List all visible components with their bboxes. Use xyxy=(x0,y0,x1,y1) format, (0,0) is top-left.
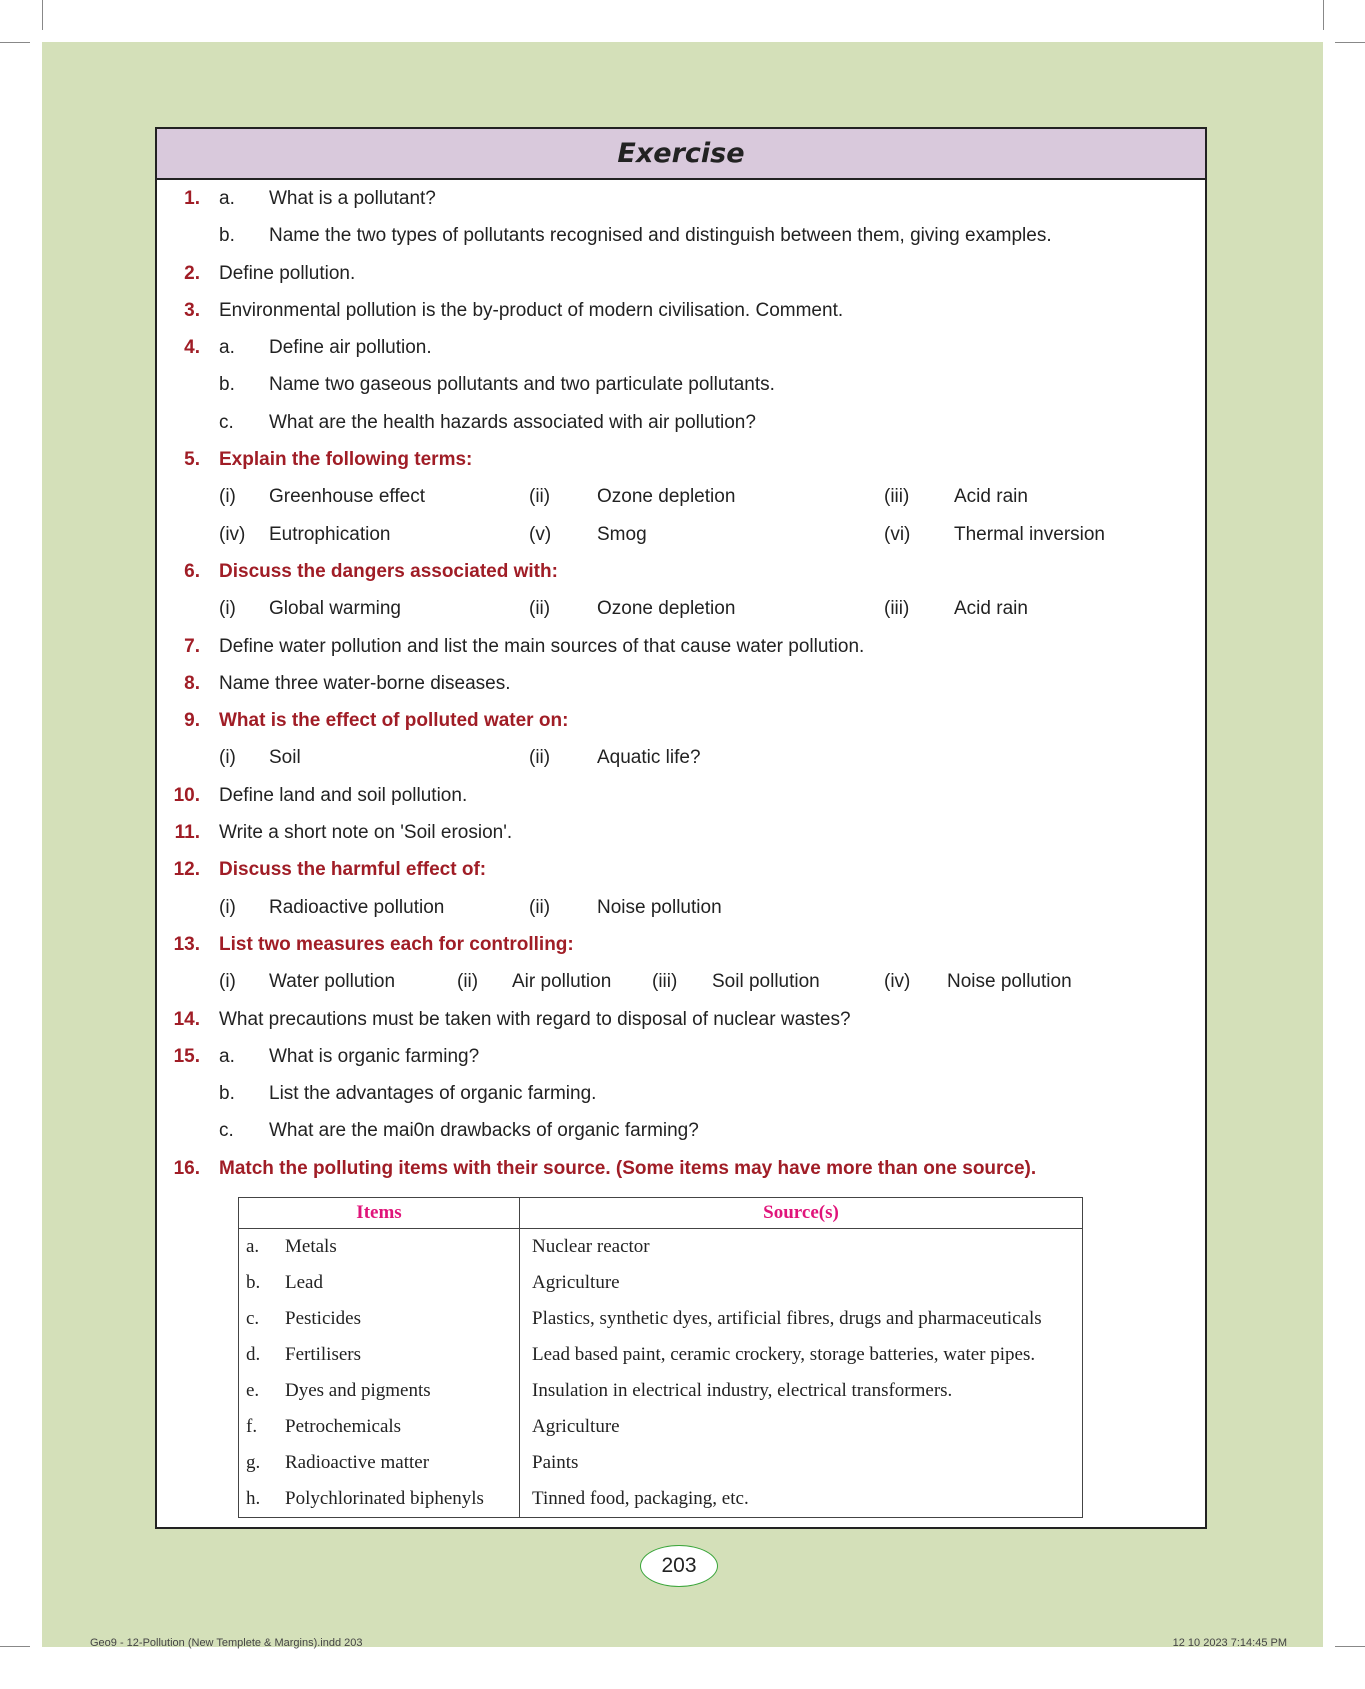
item-text: Greenhouse effect xyxy=(269,486,425,508)
item-marker: (ii) xyxy=(529,598,551,620)
question-line xyxy=(157,777,1205,814)
question-number: 12. xyxy=(173,859,200,881)
item-marker: (v) xyxy=(529,523,552,545)
item-text: Define air pollution. xyxy=(269,337,432,359)
item-text: Soil pollution xyxy=(712,971,820,993)
item-text: Ozone depletion xyxy=(597,486,736,508)
item-letter: h. xyxy=(246,1488,261,1509)
question-text: Define land and soil pollution. xyxy=(219,784,468,806)
question-line xyxy=(157,814,1205,851)
source-cell: Agriculture xyxy=(520,1409,1083,1445)
item-text: Noise pollution xyxy=(947,971,1072,993)
question-heading: List two measures each for controlling: xyxy=(219,933,574,955)
item-letter: c. xyxy=(246,1308,260,1329)
question-number: 2. xyxy=(184,262,200,284)
item-marker: (iii) xyxy=(884,486,910,508)
item-text: What is a pollutant? xyxy=(269,188,436,209)
question-number: 3. xyxy=(184,299,200,321)
item-name: Petrochemicals xyxy=(285,1416,402,1437)
exercise-title: Exercise xyxy=(157,129,1205,180)
crop-mark xyxy=(42,0,43,30)
item-marker: b. xyxy=(219,225,235,247)
item-marker: (iii) xyxy=(884,598,910,620)
item-cell xyxy=(239,1481,520,1518)
question-line xyxy=(157,366,1205,403)
item-text: Acid rain xyxy=(954,598,1028,620)
table-row xyxy=(239,1445,1083,1481)
item-name: Fertilisers xyxy=(285,1344,361,1365)
question-heading: What is the effect of polluted water on: xyxy=(219,710,569,732)
item-name: Metals xyxy=(285,1236,337,1257)
question-text: Name three water-borne diseases. xyxy=(219,672,511,694)
item-cell xyxy=(239,1301,520,1337)
table-row xyxy=(239,1481,1083,1518)
item-letter: f. xyxy=(246,1416,258,1437)
item-cell xyxy=(239,1265,520,1301)
item-cell xyxy=(239,1337,520,1373)
question-text: What precautions must be taken with regard to disposal of nuclear wastes? xyxy=(219,1008,851,1030)
item-marker: (ii) xyxy=(457,971,479,993)
question-heading: Discuss the harmful effect of: xyxy=(219,859,487,881)
question-line xyxy=(157,1112,1205,1149)
source-cell: Plastics, synthetic dyes, artificial fibres, drugs and pharmaceuticals xyxy=(520,1301,1083,1337)
item-text: What are the mai0n drawbacks of organic farming? xyxy=(269,1120,699,1142)
question-line xyxy=(157,1001,1205,1038)
item-marker: a. xyxy=(219,1045,235,1067)
source-cell: Lead based paint, ceramic crockery, storage batteries, water pipes. xyxy=(520,1337,1083,1373)
question-number: 6. xyxy=(184,560,200,582)
question-line xyxy=(157,292,1205,329)
item-text: Name the two types of pollutants recognised and distinguish between them, giving examples. xyxy=(269,225,1052,247)
item-text: Ozone depletion xyxy=(597,598,736,620)
question-line xyxy=(157,404,1205,441)
item-text: Name two gaseous pollutants and two particulate pollutants. xyxy=(269,374,775,396)
item-text: Radioactive pollution xyxy=(269,896,445,918)
question-number: 4. xyxy=(184,337,200,359)
page-number: 203 xyxy=(640,1545,718,1587)
item-marker: b. xyxy=(219,1083,235,1105)
table-row xyxy=(239,1265,1083,1301)
table-row xyxy=(239,1301,1083,1337)
item-marker: c. xyxy=(219,411,234,433)
table-row xyxy=(239,1337,1083,1373)
item-text: Soil xyxy=(269,747,301,769)
question-line xyxy=(157,1075,1205,1112)
item-marker: (ii) xyxy=(529,896,551,918)
question-line xyxy=(157,590,1205,627)
header-sources: Source(s) xyxy=(520,1198,1083,1229)
item-cell xyxy=(239,1229,520,1266)
item-letter: d. xyxy=(246,1344,261,1365)
question-text: Define pollution. xyxy=(219,262,356,284)
question-line xyxy=(157,441,1205,478)
exercise-box xyxy=(155,127,1207,1529)
question-number: 5. xyxy=(184,449,200,471)
item-text: Noise pollution xyxy=(597,896,722,918)
item-text: Water pollution xyxy=(269,971,396,993)
question-line xyxy=(157,851,1205,888)
item-text: Eutrophication xyxy=(269,523,391,545)
item-name: Radioactive matter xyxy=(285,1452,430,1473)
question-number: 1. xyxy=(184,188,200,209)
item-text: Smog xyxy=(597,523,647,545)
question-line xyxy=(157,255,1205,292)
question-line xyxy=(157,217,1205,254)
question-text: Write a short note on 'Soil erosion'. xyxy=(219,822,513,844)
question-line xyxy=(157,665,1205,702)
question-heading: Match the polluting items with their source. (Some items may have more than one source). xyxy=(219,1157,1037,1179)
question-text: Define water pollution and list the main sources of that cause water pollution. xyxy=(219,635,865,657)
table-row xyxy=(239,1373,1083,1409)
table-row xyxy=(239,1409,1083,1445)
item-marker: b. xyxy=(219,374,235,396)
item-marker: c. xyxy=(219,1120,234,1142)
match-table xyxy=(238,1197,1083,1518)
item-marker: (i) xyxy=(219,896,236,918)
item-letter: g. xyxy=(246,1452,261,1473)
source-cell: Agriculture xyxy=(520,1265,1083,1301)
source-cell: Tinned food, packaging, etc. xyxy=(520,1481,1083,1518)
item-marker: (vi) xyxy=(884,523,911,545)
crop-mark xyxy=(1323,0,1324,30)
item-marker: a. xyxy=(219,188,235,209)
item-text: What is organic farming? xyxy=(269,1045,480,1067)
question-number: 8. xyxy=(184,672,200,694)
question-line xyxy=(157,963,1205,1000)
item-letter: b. xyxy=(246,1272,261,1293)
question-heading: Discuss the dangers associated with: xyxy=(219,560,558,582)
table-header-row xyxy=(239,1198,1083,1229)
table-row xyxy=(239,1229,1083,1266)
item-marker: (iv) xyxy=(884,971,911,993)
question-number: 16. xyxy=(173,1157,200,1179)
question-line xyxy=(157,553,1205,590)
crop-mark xyxy=(1335,1646,1365,1647)
item-marker: (iv) xyxy=(219,523,246,545)
crop-mark xyxy=(0,42,30,43)
question-number: 11. xyxy=(174,822,200,844)
item-name: Pesticides xyxy=(285,1308,361,1329)
question-list xyxy=(157,180,1205,1187)
item-letter: a. xyxy=(246,1236,260,1257)
item-marker: a. xyxy=(219,337,235,359)
header-items: Items xyxy=(239,1198,520,1229)
footer-file-info: Geo9 - 12-Pollution (New Templete & Margins).indd 203 xyxy=(90,1637,363,1649)
question-number: 15. xyxy=(173,1045,200,1067)
question-number: 9. xyxy=(184,710,200,732)
crop-mark xyxy=(1335,42,1365,43)
item-letter: e. xyxy=(246,1380,260,1401)
source-cell: Paints xyxy=(520,1445,1083,1481)
question-line xyxy=(157,478,1205,515)
question-number: 10. xyxy=(173,784,200,806)
footer-timestamp: 12 10 2023 7:14:45 PM xyxy=(1172,1637,1287,1649)
item-text: Air pollution xyxy=(512,971,612,993)
question-number: 7. xyxy=(184,635,200,657)
item-marker: (i) xyxy=(219,971,236,993)
item-text: Global warming xyxy=(269,598,401,620)
question-line xyxy=(157,1038,1205,1075)
item-cell xyxy=(239,1445,520,1481)
item-marker: (ii) xyxy=(529,747,551,769)
item-marker: (i) xyxy=(219,598,236,620)
item-marker: (i) xyxy=(219,486,236,508)
item-marker: (iii) xyxy=(652,971,678,993)
question-line xyxy=(157,628,1205,665)
item-text: List the advantages of organic farming. xyxy=(269,1083,597,1105)
crop-mark xyxy=(0,1646,30,1647)
question-line xyxy=(157,516,1205,553)
item-text: Aquatic life? xyxy=(597,747,701,769)
question-line xyxy=(157,889,1205,926)
question-number: 14. xyxy=(173,1008,200,1030)
item-cell xyxy=(239,1409,520,1445)
question-number: 13. xyxy=(173,933,200,955)
item-marker: (i) xyxy=(219,747,236,769)
question-line xyxy=(157,1150,1205,1187)
question-line xyxy=(157,180,1205,217)
question-line xyxy=(157,926,1205,963)
question-line xyxy=(157,329,1205,366)
item-marker: (ii) xyxy=(529,486,551,508)
item-text: What are the health hazards associated with air pollution? xyxy=(269,411,756,433)
item-text: Acid rain xyxy=(954,486,1028,508)
item-name: Polychlorinated biphenyls xyxy=(285,1488,484,1509)
source-cell: Insulation in electrical industry, electrical transformers. xyxy=(520,1373,1083,1409)
item-name: Dyes and pigments xyxy=(285,1380,431,1401)
question-heading: Explain the following terms: xyxy=(219,449,473,471)
item-text: Thermal inversion xyxy=(954,523,1105,545)
question-line xyxy=(157,739,1205,776)
question-line xyxy=(157,702,1205,739)
item-name: Lead xyxy=(285,1272,323,1293)
source-cell: Nuclear reactor xyxy=(520,1229,1083,1266)
question-text: Environmental pollution is the by-product of modern civilisation. Comment. xyxy=(219,299,844,321)
item-cell xyxy=(239,1373,520,1409)
